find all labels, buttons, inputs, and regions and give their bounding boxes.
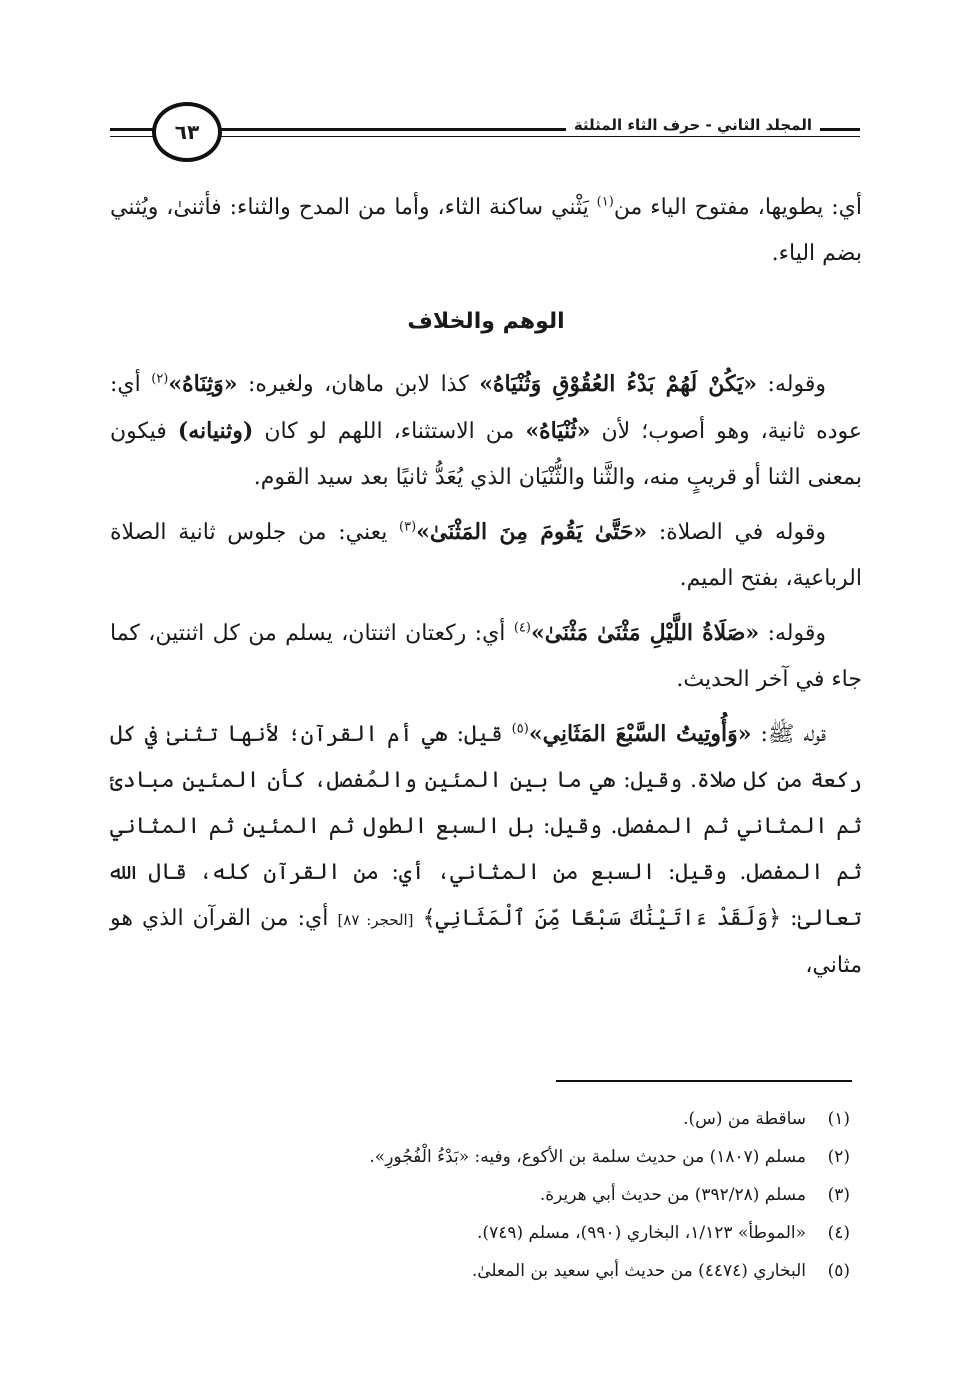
p2-text-d: من الاستثناء، اللهم لو كان: [253, 419, 526, 444]
paragraph-2: [110, 361, 862, 501]
header-rule-left: [110, 128, 156, 131]
p5-text-c: أي: من القرآن الذي هو مثاني،: [110, 906, 862, 978]
p4-quote: «صَلَاةُ اللَّيْلِ مَثْنَىٰ مَثْنَىٰ»: [530, 620, 760, 646]
verse-reference: [الحجر: ٨٧]: [337, 911, 414, 929]
p4-text-b: أي: ركعتان اثنتان، يسلم من كل اثنتين، كما جاء في آخر الحديث.: [110, 621, 862, 692]
footnote-2: [110, 1138, 850, 1176]
footnote-text: مسلم (١٨٠٧) من حديث سلمة بن الأكوع، وفيه: «بَدْءُ الْفُجُورِ».: [369, 1147, 806, 1167]
footnote-ref-2: (٢): [151, 371, 169, 387]
footnote-ref-1: (١): [596, 194, 614, 210]
p5-quote: «وَأُوتِيتُ السَّبْعَ المَثَانِي»: [528, 721, 752, 747]
paragraph-4: [110, 610, 862, 703]
footnotes: [110, 1100, 850, 1290]
footnote-text: «الموطأ» ١/١٢٣، البخاري (٩٩٠)، مسلم (٧٤٩).: [477, 1223, 806, 1243]
p2-text-a: وقوله:: [757, 372, 826, 397]
paragraph-1: [110, 185, 862, 277]
p3-text-b: يعني: من جلوس ثانية الصلاة الرباعية، بفتح الميم.: [110, 520, 862, 591]
paragraph-5: [110, 711, 862, 989]
running-title: المجلد الثاني - حرف الثاء المثلثة: [566, 116, 820, 134]
footnote-separator: [556, 1080, 852, 1082]
footnote-4: [110, 1214, 850, 1252]
footnote-number: (٥): [827, 1261, 850, 1281]
page-number-badge: [152, 102, 222, 162]
p2-text-c: أي: عوده ثانية، وهو أصوب؛ لأن: [110, 372, 862, 444]
footnote-number: (٣): [827, 1185, 850, 1205]
footnote-text: مسلم (٣٩٢/٢٨) من حديث أبي هريرة.: [539, 1185, 806, 1205]
footnote-text: ساقطة من (س).: [683, 1109, 806, 1129]
footnote-number: (١): [827, 1109, 850, 1129]
p4-text-a: وقوله:: [759, 621, 826, 646]
footnote-3: [110, 1176, 850, 1214]
p2-quote-d: (وثنيانه): [177, 418, 254, 444]
header-rule-right-thin: [220, 136, 860, 137]
p2-quote-b: «وَثِنَاهُ»: [168, 371, 238, 397]
page-number: ٦٣: [174, 120, 200, 144]
header-rule-left-thin: [110, 136, 156, 137]
footnote-text: البخاري (٤٤٧٤) من حديث أبي سعيد بن المعلىٰ.: [471, 1261, 806, 1281]
p2-quote-a: «يَكُنْ لَهُمْ بَدْءُ العُقُوْقِ وَثُنْيَاهُ»: [479, 371, 758, 397]
quran-verse: ﴿وَلَقَدْ ءَاتَيْنَٰكَ سَبْعًا مِّنَ ٱلْمَثَانِي﴾: [422, 906, 782, 931]
paragraph-3: [110, 509, 862, 602]
p5-text-a: قوله ﷺ:: [751, 722, 827, 747]
footnote-ref-5: (٥): [511, 721, 529, 737]
page-header: [110, 98, 860, 168]
section-title: الوهم والخلاف: [407, 309, 565, 334]
footnote-number: (٢): [827, 1147, 850, 1167]
p2-quote-c: «ثُنْيَاهُ»: [525, 418, 591, 444]
p2-text-e: فيكون بمعنى الثنا أو قريبٍ منه، والثَّنا والثُّنْيَان الذي يُعَدُّ ثانيًا بعد سيد القوم.: [110, 419, 862, 490]
footnote-ref-3: (٣): [399, 519, 417, 535]
p5-text-b: قيل: هي أم القرآن؛ لأنها تثنىٰ في كل ركعة من كل صلاة. وقيل: هي ما بين المئين والمُفصل، كأن المئين مبادئ ثم المثاني ثم المفصل. وقيل: بل السبع الطول ثم المئين ثم المثاني ثم المفصل. وقيل: السبع من المثاني، أي: من القرآن كله، قال الله تعالىٰ:: [110, 722, 862, 931]
p1-text-a: أي: يطويها، مفتوح الياء من: [613, 195, 862, 220]
p3-quote: «حَتَّىٰ يَقُومَ مِنَ المَثْنَىٰ»: [416, 519, 648, 545]
p1-text-b: يَثْني ساكنة الثاء، وأما من المدح والثناء: فأثنىٰ، ويُثني بضم الياء.: [110, 195, 862, 266]
p3-text-a: وقوله في الصلاة:: [647, 520, 826, 545]
main-text: [110, 185, 862, 997]
footnote-1: [110, 1100, 850, 1138]
p2-text-b: كذا لابن ماهان، ولغيره:: [237, 372, 480, 397]
footnote-ref-4: (٤): [513, 620, 531, 636]
footnote-number: (٤): [827, 1223, 850, 1243]
footnote-5: [110, 1252, 850, 1290]
